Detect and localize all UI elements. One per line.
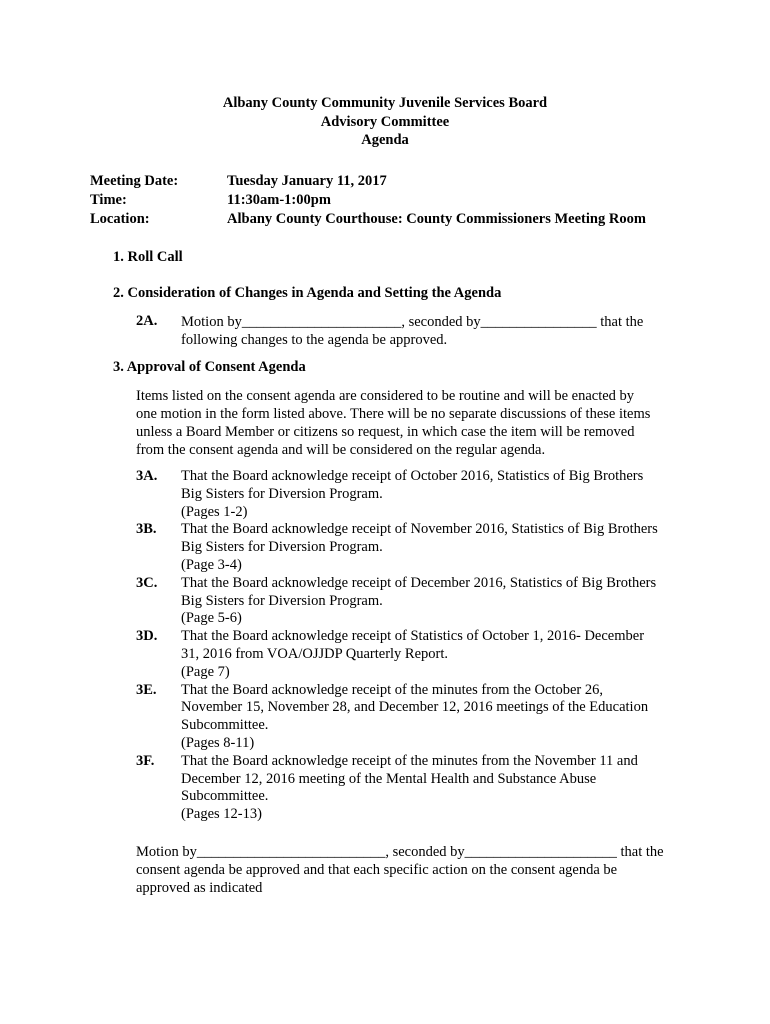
consent-intro	[136, 387, 650, 459]
meeting-date-row	[90, 172, 646, 191]
meeting-details	[90, 172, 646, 229]
consent-item-id: 3C.	[136, 574, 158, 591]
consent-item-pages: (Page 5-6)	[181, 610, 242, 627]
consent-items-list	[136, 468, 658, 824]
section-consent-agenda: 3. Approval of Consent Agenda	[113, 359, 306, 375]
consent-motion-line: consent agenda be approved and that each specific action on the consent agenda be	[136, 862, 618, 878]
consent-item-line: That the Board acknowledge receipt of Statistics of October 1, 2016- December	[181, 628, 645, 645]
item-2a-line: Motion by______________________, seconded by________________ that the	[181, 314, 644, 330]
consent-intro-line: from the consent agenda and will be considered on the regular agenda.	[136, 442, 546, 458]
consent-item-text	[181, 753, 638, 824]
consent-item-pages: (Page 3-4)	[181, 556, 242, 573]
meeting-time-label: Time:	[90, 192, 127, 208]
meeting-time-value: 11:30am-1:00pm	[227, 192, 331, 208]
consent-item-id: 3E.	[136, 681, 157, 698]
agenda-title: Agenda	[361, 132, 409, 148]
consent-motion	[136, 843, 664, 897]
consent-item-line: Big Sisters for Diversion Program.	[181, 539, 383, 556]
consent-item-line: Subcommittee.	[181, 717, 269, 734]
consent-item-id: 3D.	[136, 628, 158, 645]
consent-item-3e	[136, 682, 658, 753]
board-title: Albany County Community Juvenile Services Board	[222, 95, 548, 111]
consent-intro-line: Items listed on the consent agenda are considered to be routine and will be enacted by	[136, 388, 635, 404]
meeting-location-label: Location:	[90, 211, 150, 227]
consent-item-line: That the Board acknowledge receipt of the minutes from the November 11 and	[181, 752, 638, 769]
consent-item-3a	[136, 468, 658, 521]
consent-item-line: Big Sisters for Diversion Program.	[181, 485, 383, 502]
section-agenda-changes: 2. Consideration of Changes in Agenda and Setting the Agenda	[113, 285, 502, 301]
meeting-date-value: Tuesday January 11, 2017	[227, 173, 387, 189]
consent-item-3f	[136, 753, 658, 824]
consent-item-text	[181, 521, 658, 574]
consent-item-line: 31, 2016 from VOA/OJJDP Quarterly Report.	[181, 645, 449, 662]
document-header	[0, 94, 770, 150]
consent-item-pages: (Pages 12-13)	[181, 806, 262, 823]
consent-item-line: That the Board acknowledge receipt of November 2016, Statistics of Big Brothers	[181, 521, 658, 538]
consent-item-line: Big Sisters for Diversion Program.	[181, 592, 383, 609]
committee-title: Advisory Committee	[320, 113, 450, 130]
consent-item-3b	[136, 521, 658, 574]
consent-item-text	[181, 575, 656, 628]
consent-intro-line: one motion in the form listed above. There will be no separate discussions of these items	[136, 406, 651, 422]
consent-item-text	[181, 628, 644, 681]
consent-item-line: November 15, November 28, and December 12, 2016 meetings of the Education	[181, 699, 649, 716]
item-2a-text	[181, 313, 643, 349]
meeting-location-value: Albany County Courthouse: County Commissioners Meeting Room	[227, 211, 646, 227]
consent-item-id: 3F.	[136, 752, 155, 769]
meeting-date-label: Meeting Date:	[90, 173, 179, 189]
consent-item-line: That the Board acknowledge receipt of December 2016, Statistics of Big Brothers	[181, 574, 657, 591]
section-roll-call: 1. Roll Call	[113, 249, 183, 265]
consent-item-3c	[136, 575, 658, 628]
consent-motion-line: approved as indicated	[136, 880, 263, 896]
consent-intro-line: unless a Board Member or citizens so request, in which case the item will be removed	[136, 424, 635, 440]
consent-item-line: That the Board acknowledge receipt of October 2016, Statistics of Big Brothers	[181, 468, 644, 484]
consent-item-pages: (Page 7)	[181, 663, 230, 680]
item-2a-line: following changes to the agenda be approved.	[181, 332, 448, 348]
consent-motion-line: Motion by__________________________, seconded by_____________________ that the	[136, 844, 664, 860]
consent-item-id: 3B.	[136, 521, 157, 538]
meeting-time-row	[90, 191, 646, 210]
consent-item-line: December 12, 2016 meeting of the Mental Health and Substance Abuse	[181, 770, 597, 787]
consent-item-3d	[136, 628, 658, 681]
consent-item-pages: (Pages 1-2)	[181, 503, 248, 520]
consent-item-pages: (Pages 8-11)	[181, 734, 255, 751]
consent-item-text	[181, 682, 648, 753]
meeting-location-row	[90, 210, 646, 229]
consent-item-id: 3A.	[136, 468, 158, 484]
consent-item-line: That the Board acknowledge receipt of the minutes from the October 26,	[181, 681, 603, 698]
item-2a-id: 2A.	[136, 313, 158, 329]
consent-item-line: Subcommittee.	[181, 788, 269, 805]
consent-item-text	[181, 468, 643, 521]
